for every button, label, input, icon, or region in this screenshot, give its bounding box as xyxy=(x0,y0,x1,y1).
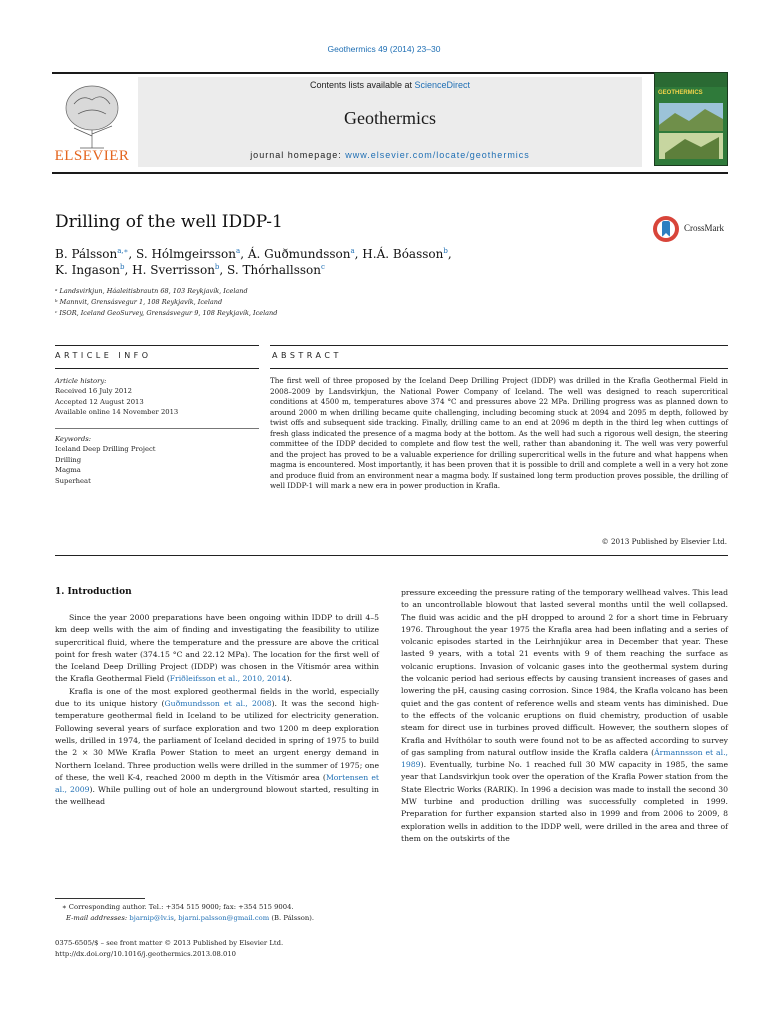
issn-line: 0375-6505/$ – see front matter © 2013 Published by Elsevier Ltd. xyxy=(55,939,284,947)
header-top-rule xyxy=(52,72,728,74)
author-separator: , xyxy=(447,247,452,261)
body-column-left xyxy=(55,612,379,809)
journal-homepage-line xyxy=(138,150,642,160)
citation-link[interactable]: Guðmundsson et al., 2008 xyxy=(164,699,272,709)
author-list-line-1 xyxy=(55,247,452,261)
author-separator: , xyxy=(240,247,248,261)
author-affiliation-marker[interactable]: b xyxy=(214,263,220,271)
author-affiliation-marker[interactable]: b xyxy=(443,247,448,255)
doi-link[interactable]: http://dx.doi.org/10.1016/j.geothermics.2013.08.010 xyxy=(55,950,236,958)
author-name[interactable]: Á. Guðmundsson xyxy=(247,247,351,261)
online-date: Available online 14 November 2013 xyxy=(55,408,179,417)
email-suffix: (B. Pálsson). xyxy=(269,914,315,922)
article-history xyxy=(55,376,259,418)
paragraph xyxy=(401,587,728,845)
keyword-item: Magma xyxy=(55,466,81,475)
affiliation-a: ᵃ Landsvirkjun, Háaleitisbrautn 68, 103 Reykjavík, Iceland xyxy=(55,287,248,295)
author-name[interactable]: S. Hólmgeirsson xyxy=(136,247,237,261)
email-separator: , xyxy=(173,914,179,922)
elsevier-wordmark: ELSEVIER xyxy=(54,148,130,164)
abstract-bottom-rule xyxy=(55,555,728,556)
keyword-item: Drilling xyxy=(55,455,82,464)
journal-homepage-link[interactable]: www.elsevier.com/locate/geothermics xyxy=(345,150,530,160)
author-affiliation-marker[interactable]: a xyxy=(350,247,355,255)
citation-link[interactable]: Friðleifsson et al., 2010, 2014 xyxy=(169,674,287,684)
affiliation-c: ᶜ ISOR, Iceland GeoSurvey, Grensásvegur 9, 108 Reykjavík, Iceland xyxy=(55,309,278,317)
author-separator: , xyxy=(219,263,228,277)
cover-art xyxy=(655,73,727,165)
author-separator: , xyxy=(128,247,137,261)
homepage-prefix: journal homepage: xyxy=(250,150,346,160)
sciencedirect-link[interactable]: ScienceDirect xyxy=(414,80,471,90)
author-separator: , xyxy=(124,263,133,277)
received-date: Received 16 July 2012 xyxy=(55,387,132,396)
author-name[interactable]: S. Thórhallsson xyxy=(227,263,321,277)
paragraph-text: Since the year 2000 preparations have been ongoing within IDDP to drill 4–5 km deep wells with the aim of finding and investigating the feasibility to utilize supercritical fluid, where the temperature and the pressure are above the critical point for fresh water (374.15 °C and 22.12 MPa). The location for the first well of the Iceland Deep Drilling Project (IDDP) was chosen in the Vítismór area within the Krafla Geothermal Field ( xyxy=(55,613,379,684)
keywords xyxy=(55,434,259,486)
history-label: Article history: xyxy=(55,377,107,385)
author-name[interactable]: H.Á. Bóasson xyxy=(362,247,444,261)
keyword-item: Superheat xyxy=(55,476,91,485)
paragraph xyxy=(55,686,379,809)
contents-available-line xyxy=(138,80,642,90)
affiliation-b: ᵇ Mannvit, Grensásvegur 1, 108 Reykjavík, Iceland xyxy=(55,298,223,306)
author-affiliation-marker[interactable]: a,∗ xyxy=(117,247,129,255)
article-info-heading-rule xyxy=(55,368,259,369)
accepted-date: Accepted 12 August 2013 xyxy=(55,397,144,406)
contents-prefix: Contents lists available at xyxy=(309,80,415,90)
keywords-label: Keywords: xyxy=(55,435,92,443)
crossmark-label[interactable]: CrossMark xyxy=(684,223,724,233)
footnote-rule xyxy=(55,898,145,899)
body-column-right xyxy=(401,587,728,845)
author-name[interactable]: K. Ingason xyxy=(55,263,121,277)
paragraph-text: pressure exceeding the pressure rating of the temporary wellhead valves. This lead to an uncontrollable blowout that lasted several months until the well collapsed. The fluid was acidic and the pH dropped to around 2 for a short time in February 1976. Throughout the year 1975 the Krafla area had been inflating and a series of volcanic episodes started in the Leirhnjúkur area in December that year. These lasted 9 years, with a total 21 events with 9 of them reaching the surface as volcanic eruptions. Invasion of volcanic gases into the geothermal system during the volcanic period had serious effects by causing transient increases of gases and lowering the pH, causing casing corrosion. Since 1984, the Krafla volcano has been quiet and the gas content of reference wells and steam vents has diminished. Due to the effects of the volcanic eruptions on fluid chemistry, production of usable steam for direct use in turbines proved difficult. However, the southern slopes of Krafla and Hvíthólar to south were found not to be as affected according to survey of gas sampling from natural outflow inside the Krafla caldera ( xyxy=(401,588,729,757)
journal-cover-image[interactable] xyxy=(654,72,728,166)
abstract-heading: ABSTRACT xyxy=(272,351,342,360)
paragraph-text: ). xyxy=(286,674,292,684)
paragraph-text: ). It was the second high-temperature geothermal field in Iceland to be utilized for electricity generation. Following several years of surface exploration and two 1200 m deep exploration wells, drilled in 1974, the parliament of Iceland decided in spring of 1975 to build the 2 × 30 MWe Krafla Power Station to meet an urgent energy demand in Northern Iceland. Three production wells were drilled in the summer of 1975; one of these, the well K-4, reached 2000 m depth in the Vítismór area ( xyxy=(55,699,380,782)
email-link[interactable]: bjarnip@lv.is xyxy=(129,914,174,922)
author-name[interactable]: H. Sverrisson xyxy=(132,263,215,277)
keyword-item: Iceland Deep Drilling Project xyxy=(55,445,156,454)
author-affiliation-marker[interactable]: b xyxy=(120,263,125,271)
author-affiliation-marker[interactable]: c xyxy=(321,263,325,271)
paragraph-text: ). Eventually, turbine No. 1 reached full 30 MW capacity in 1985, the same year that Landsvirkjun took over the operation of the Krafla Power station from the State Electric Works (RARIK). In 1996 a decision was made to install the second 30 MW turbine and production drilling was successfully completed in 1999. Preparation for further expansion started also in 1999 and from 2006 to 2009, 8 exploration wells in addition to the IDDP well, were drilled in the area and three of them on the outskirts of the xyxy=(401,760,728,843)
email-link[interactable]: bjarni.palsson@gmail.com xyxy=(178,914,270,922)
citation-link[interactable]: Mortensen et al., 2009 xyxy=(55,772,380,795)
author-affiliation-marker[interactable]: a xyxy=(236,247,241,255)
email-label: E-mail addresses: xyxy=(66,914,130,922)
cover-title: GEOTHERMICS xyxy=(658,90,703,96)
article-info-top-rule xyxy=(55,345,259,346)
abstract-top-rule xyxy=(270,345,728,346)
paragraph xyxy=(55,612,379,686)
journal-reference-link[interactable]: Geothermics 49 (2014) 23–30 xyxy=(327,44,441,54)
email-addresses-note xyxy=(66,914,314,922)
author-name[interactable]: B. Pálsson xyxy=(55,247,118,261)
author-list-line-2 xyxy=(55,263,325,277)
section-heading-introduction: 1. Introduction xyxy=(55,587,132,597)
citation-link[interactable]: Ármannsson et al., 1989 xyxy=(401,747,728,770)
header-bottom-rule xyxy=(52,172,728,174)
author-separator: , xyxy=(354,247,363,261)
abstract-copyright: © 2013 Published by Elsevier Ltd. xyxy=(601,537,727,546)
corresponding-author-note: ∗ Corresponding author. Tel.: +354 515 9000; fax: +354 515 9004. xyxy=(62,903,294,911)
abstract-body: The first well of three proposed by the Iceland Deep Drilling Project (IDDP) was drilled in the Krafla Geothermal Field in 2008–2009 by Landsvirkjun, the National Power Company of Iceland. The well was designed to reach supercritical conditions at 4500 m, temperatures above 374 °C and pressures above 22 MPa. Drilling progress was as planned down to around 2000 m when drilling became quite challenging, including becoming stuck at 2094 and 2095 m depth, followed by twist offs and subsequent side tracking. Finally, drilling came to an end at 2096 m depth in the third leg when cuttings of fresh glass indicated the presence of a magma body at the bottom. As the well had such a rigorous well design, the steering committee of the IDDP decided to complete and flow test the well, rather than abandoning it. The well was very powerful and the project has proved to be a valuable experience for drilling supercritical wells in the future and what happens when magma is encountered. Most importantly, it has been proven that it is possible to drill and complete a well in a very hot zone and produce fluid from an environment near a magma body. If sustained long term production proves possible, the drilling of well IDDP-1 will mark a new era in power production in Krafla. xyxy=(270,376,728,490)
article-info-heading: ARTICLE INFO xyxy=(55,351,152,360)
paragraph-text: Krafla is one of the most explored geothermal fields in the world, especially due to its unique history ( xyxy=(55,686,379,709)
abstract-heading-rule xyxy=(270,368,728,369)
history-divider xyxy=(55,428,259,429)
article-title: Drilling of the well IDDP-1 xyxy=(55,212,283,232)
journal-title: Geothermics xyxy=(344,108,436,128)
paragraph-text: ). While pulling out of hole an underground blowout started, resulting in the wellhead xyxy=(55,785,380,807)
